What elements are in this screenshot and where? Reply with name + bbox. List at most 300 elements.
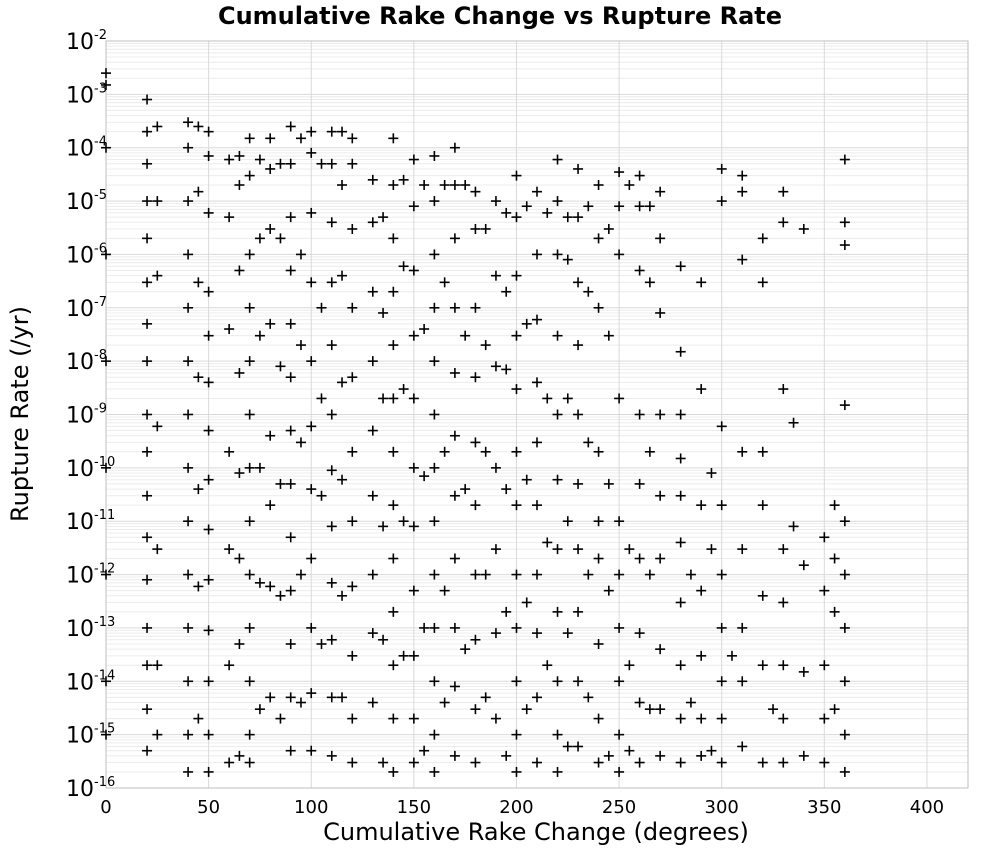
data-point (409, 586, 419, 596)
data-point (481, 224, 491, 234)
data-point (696, 500, 706, 510)
data-point (388, 133, 398, 143)
data-point (717, 714, 727, 724)
y-tick-label: $10^{-12}$ (66, 561, 116, 589)
data-point (429, 356, 439, 366)
data-point (758, 277, 768, 287)
data-point (245, 676, 255, 686)
data-point (368, 698, 378, 708)
data-point (553, 249, 563, 259)
data-point (183, 570, 193, 580)
data-point (388, 340, 398, 350)
data-point (645, 277, 655, 287)
data-point (450, 491, 460, 501)
data-point (183, 463, 193, 473)
data-point (501, 607, 511, 617)
data-point (317, 393, 327, 403)
data-point (275, 233, 285, 243)
data-point (368, 570, 378, 580)
data-point (604, 224, 614, 234)
data-point (388, 233, 398, 243)
data-point (183, 730, 193, 740)
data-point (655, 410, 665, 420)
data-point (717, 164, 727, 174)
data-point (429, 767, 439, 777)
data-point (778, 544, 788, 554)
data-point (768, 704, 778, 714)
data-point (819, 758, 829, 768)
data-point (614, 570, 624, 580)
data-point (347, 447, 357, 457)
data-point (245, 249, 255, 259)
data-point (286, 692, 296, 702)
data-point (532, 500, 542, 510)
data-point (840, 240, 850, 250)
data-point (553, 730, 563, 740)
data-point (204, 127, 214, 137)
data-point (245, 171, 255, 181)
data-point (245, 570, 255, 580)
data-point (491, 463, 501, 473)
data-point (819, 660, 829, 670)
data-point (337, 127, 347, 137)
data-point (624, 746, 634, 756)
data-point (470, 224, 480, 234)
data-point (245, 303, 255, 313)
data-point (573, 164, 583, 174)
data-point (511, 384, 521, 394)
data-point (275, 714, 285, 724)
data-point (553, 544, 563, 554)
data-point (686, 570, 696, 580)
data-point (532, 187, 542, 197)
data-point (429, 249, 439, 259)
data-point (501, 484, 511, 494)
data-point (737, 544, 747, 554)
data-point (337, 591, 347, 601)
data-point (286, 479, 296, 489)
data-point (337, 180, 347, 190)
data-point (183, 117, 193, 127)
data-point (378, 393, 388, 403)
y-tick-label: $10^{-3}$ (66, 81, 107, 109)
data-point (224, 447, 234, 457)
data-point (511, 331, 521, 341)
data-point (511, 676, 521, 686)
data-point (142, 233, 152, 243)
data-point (429, 730, 439, 740)
data-point (532, 249, 542, 259)
data-point (368, 356, 378, 366)
data-point (296, 133, 306, 143)
data-point (604, 479, 614, 489)
data-point (265, 224, 275, 234)
data-point (553, 410, 563, 420)
data-point (737, 447, 747, 457)
data-point (378, 212, 388, 222)
data-point (440, 277, 450, 287)
data-point (337, 377, 347, 387)
data-point (594, 554, 604, 564)
data-point (234, 180, 244, 190)
data-point (778, 714, 788, 724)
data-point (296, 698, 306, 708)
data-point (193, 714, 203, 724)
data-point (655, 187, 665, 197)
data-point (450, 143, 460, 153)
data-point (614, 249, 624, 259)
data-point (635, 758, 645, 768)
data-point (594, 758, 604, 768)
data-point (368, 426, 378, 436)
data-point (429, 570, 439, 580)
data-point (306, 277, 316, 287)
data-point (758, 447, 768, 457)
data-point (183, 410, 193, 420)
data-point (470, 187, 480, 197)
data-point (532, 758, 542, 768)
data-point (142, 660, 152, 670)
data-point (286, 212, 296, 222)
data-point (676, 537, 686, 547)
data-point (142, 704, 152, 714)
data-point (645, 704, 655, 714)
data-point (183, 516, 193, 526)
y-tick-label: $10^{-14}$ (66, 668, 116, 696)
data-point (399, 516, 409, 526)
data-point (655, 704, 665, 714)
y-tick-label: $10^{-10}$ (66, 454, 116, 482)
data-point (717, 676, 727, 686)
data-point (142, 491, 152, 501)
data-point (183, 196, 193, 206)
data-point (511, 500, 521, 510)
data-point (470, 704, 480, 714)
data-point (296, 249, 306, 259)
data-point (327, 692, 337, 702)
data-point (286, 639, 296, 649)
data-point (686, 698, 696, 708)
data-point (676, 758, 686, 768)
data-point (255, 331, 265, 341)
data-point (460, 180, 470, 190)
data-point (799, 224, 809, 234)
data-point (594, 516, 604, 526)
data-point (450, 431, 460, 441)
data-point (347, 159, 357, 169)
y-tick-label: $10^{-7}$ (66, 294, 107, 322)
data-point (532, 377, 542, 387)
data-point (470, 372, 480, 382)
data-point (440, 447, 450, 457)
data-point (183, 143, 193, 153)
data-point (491, 271, 501, 281)
data-point (306, 484, 316, 494)
data-point (388, 714, 398, 724)
data-point (676, 597, 686, 607)
data-point (327, 127, 337, 137)
data-point (532, 570, 542, 580)
data-point (511, 730, 521, 740)
data-point (234, 265, 244, 275)
data-point (245, 623, 255, 633)
data-point (594, 233, 604, 243)
data-point (204, 287, 214, 297)
data-point (399, 651, 409, 661)
data-point (799, 667, 809, 677)
data-point (152, 271, 162, 281)
data-point (840, 730, 850, 740)
data-point (234, 554, 244, 564)
data-point (511, 767, 521, 777)
data-point (245, 356, 255, 366)
data-point (481, 447, 491, 457)
data-point (655, 491, 665, 501)
data-point (204, 426, 214, 436)
y-tick-label: $10^{-9}$ (66, 401, 107, 429)
data-point (409, 714, 419, 724)
data-point (255, 463, 265, 473)
data-point (204, 377, 214, 387)
data-point (368, 217, 378, 227)
data-point (604, 586, 614, 596)
data-point (429, 463, 439, 473)
data-point (594, 447, 604, 457)
data-point (532, 437, 542, 447)
data-point (245, 463, 255, 473)
data-point (142, 196, 152, 206)
data-point (553, 607, 563, 617)
data-point (286, 159, 296, 169)
data-point (399, 175, 409, 185)
data-point (286, 426, 296, 436)
data-point (450, 233, 460, 243)
data-point (347, 516, 357, 526)
data-point (727, 651, 737, 661)
y-axis-title: Rupture Rate (/yr) (6, 306, 34, 522)
data-point (635, 265, 645, 275)
data-point (204, 676, 214, 686)
data-point (737, 676, 747, 686)
data-point (265, 692, 275, 702)
data-point (286, 372, 296, 382)
data-point (193, 121, 203, 131)
data-point (604, 331, 614, 341)
data-point (142, 746, 152, 756)
data-point (758, 591, 768, 601)
data-point (542, 660, 552, 670)
y-tick-label: $10^{-8}$ (66, 348, 107, 376)
data-point (347, 224, 357, 234)
x-axis-title: Cumulative Rake Change (degrees) (323, 818, 749, 846)
data-point (245, 730, 255, 740)
data-point (481, 692, 491, 702)
data-point (706, 544, 716, 554)
data-point (676, 347, 686, 357)
data-point (819, 586, 829, 596)
data-point (460, 331, 470, 341)
data-point (409, 463, 419, 473)
data-point (286, 746, 296, 756)
data-point (286, 265, 296, 275)
data-point (717, 758, 727, 768)
data-point (758, 233, 768, 243)
data-point (183, 767, 193, 777)
y-tick-label: $10^{-5}$ (66, 188, 107, 216)
data-point (224, 758, 234, 768)
data-point (522, 704, 532, 714)
data-point (245, 516, 255, 526)
data-point (306, 746, 316, 756)
data-point (542, 393, 552, 403)
data-point (183, 303, 193, 313)
data-point (583, 570, 593, 580)
data-point (245, 410, 255, 420)
data-point (501, 287, 511, 297)
data-point (450, 554, 460, 564)
data-point (204, 331, 214, 341)
data-point (501, 751, 511, 761)
data-point (327, 465, 337, 475)
data-point (553, 676, 563, 686)
data-point (511, 171, 521, 181)
data-point (142, 410, 152, 420)
data-point (275, 159, 285, 169)
data-point (255, 704, 265, 714)
data-point (142, 447, 152, 457)
data-point (614, 516, 624, 526)
data-point (778, 217, 788, 227)
data-point (583, 437, 593, 447)
data-point (409, 331, 419, 341)
data-point (676, 714, 686, 724)
data-point (142, 356, 152, 366)
data-point (583, 692, 593, 702)
data-point (830, 554, 840, 564)
data-point (399, 384, 409, 394)
x-axis-ticks (100, 797, 944, 818)
data-point (347, 372, 357, 382)
data-point (511, 570, 521, 580)
data-point (840, 676, 850, 686)
x-tick-label: 200 (499, 797, 534, 818)
data-point (583, 287, 593, 297)
data-point (440, 180, 450, 190)
data-point (275, 479, 285, 489)
data-point (286, 121, 296, 131)
data-point (706, 746, 716, 756)
data-point (327, 410, 337, 420)
data-point (450, 303, 460, 313)
data-point (409, 393, 419, 403)
data-point (460, 644, 470, 654)
data-point (737, 187, 747, 197)
data-point (368, 175, 378, 185)
data-point (409, 651, 419, 661)
data-point (491, 196, 501, 206)
data-point (470, 570, 480, 580)
data-point (645, 447, 655, 457)
data-point (204, 767, 214, 777)
data-point (101, 68, 111, 78)
data-point (799, 751, 809, 761)
data-point (193, 372, 203, 382)
y-tick-label: $10^{-13}$ (66, 614, 116, 642)
data-point (573, 410, 583, 420)
data-point (676, 410, 686, 420)
data-point (563, 393, 573, 403)
x-tick-label: 350 (807, 797, 842, 818)
data-point (573, 479, 583, 489)
data-point (614, 623, 624, 633)
data-point (563, 212, 573, 222)
data-point (491, 714, 501, 724)
data-point (450, 623, 460, 633)
data-point (624, 180, 634, 190)
data-point (573, 340, 583, 350)
data-point (429, 410, 439, 420)
data-point (317, 491, 327, 501)
data-point (388, 607, 398, 617)
data-point (142, 532, 152, 542)
data-point (317, 159, 327, 169)
data-point (183, 623, 193, 633)
data-point (481, 570, 491, 580)
data-point (388, 180, 398, 190)
data-point (337, 271, 347, 281)
data-point (245, 133, 255, 143)
data-point (142, 623, 152, 633)
data-point (317, 303, 327, 313)
data-point (183, 676, 193, 686)
data-point (840, 623, 850, 633)
data-point (142, 319, 152, 329)
data-point (224, 544, 234, 554)
data-point (286, 319, 296, 329)
data-point (737, 171, 747, 181)
data-point (655, 751, 665, 761)
data-point (635, 698, 645, 708)
data-point (624, 660, 634, 670)
data-point (717, 570, 727, 580)
data-point (470, 303, 480, 313)
data-point (204, 625, 214, 635)
x-tick-label: 50 (197, 797, 221, 818)
data-point (563, 516, 573, 526)
data-point (573, 277, 583, 287)
data-point (388, 660, 398, 670)
data-point (696, 384, 706, 394)
data-point (645, 570, 655, 580)
data-point (522, 597, 532, 607)
x-tick-label: 250 (601, 797, 637, 818)
data-point (532, 692, 542, 702)
chart-title: Cumulative Rake Change vs Rupture Rate (217, 2, 783, 30)
x-tick-label: 150 (396, 797, 432, 818)
data-point (830, 500, 840, 510)
data-point (388, 393, 398, 403)
data-point (306, 554, 316, 564)
data-point (204, 730, 214, 740)
data-point (419, 746, 429, 756)
x-tick-label: 400 (909, 797, 945, 818)
data-point (347, 651, 357, 661)
data-point (655, 554, 665, 564)
data-point (696, 651, 706, 661)
data-point (655, 644, 665, 654)
data-point (553, 196, 563, 206)
data-point (450, 751, 460, 761)
